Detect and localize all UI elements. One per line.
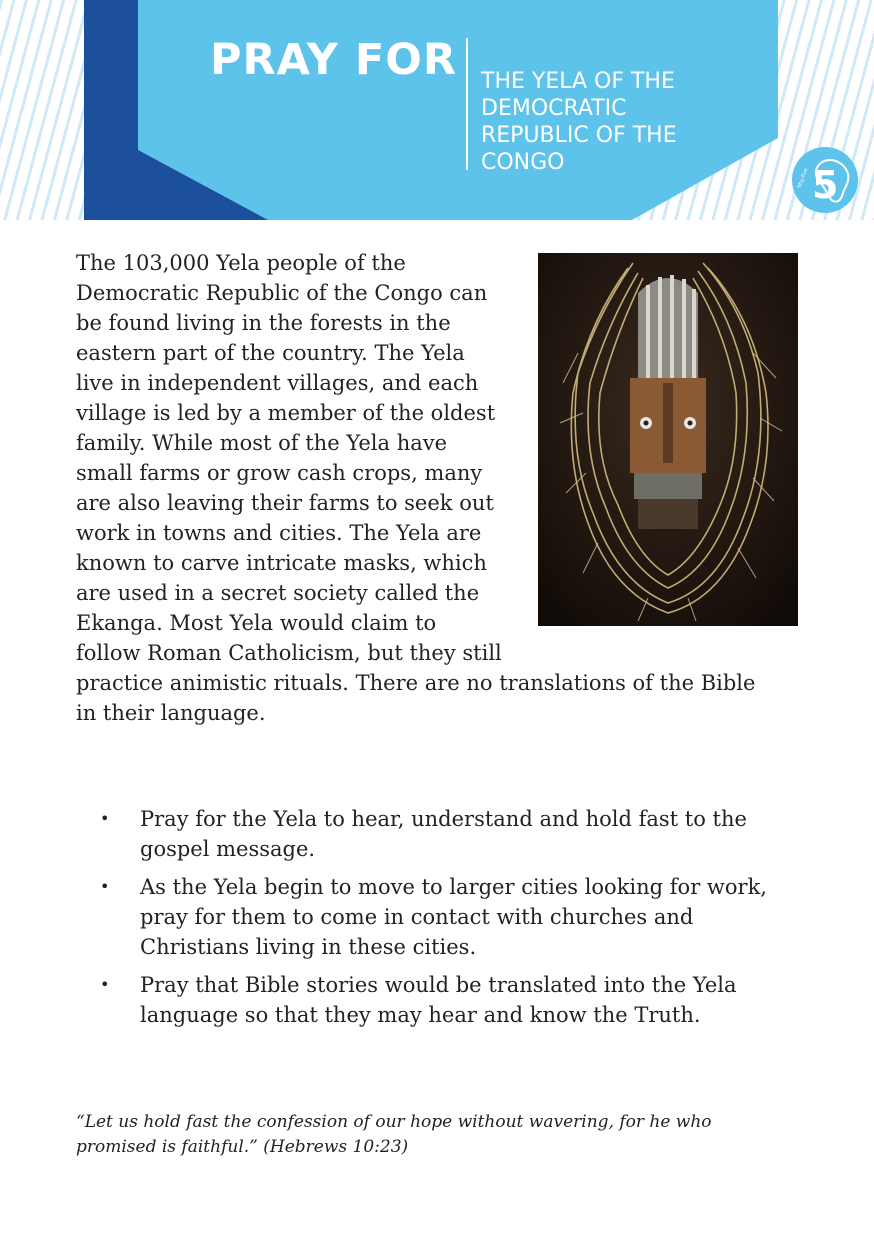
prayer-point-text: Pray for the Yela to hear, understand and hold fast to the gospel message.: [140, 807, 747, 861]
scripture-verse: “Let us hold fast the confession of our hope without wavering, for he who promised is faithful.” (Hebrews 10:23): [76, 1112, 712, 1157]
fifty-five-logo-icon: [790, 146, 860, 214]
page-title: PRAY FOR: [210, 35, 457, 85]
intro-text: The 103,000 Yela people of the Democratic Republic of the Congo can be found living in the forests in the eastern part of the country. The Yela live in independent villages, and each village is led by a member of the oldest family. While most of the Yela have small farms or grow cash crops, many are also leaving their farms to seek out work in towns and cities. The Yela are known to carve intricate masks, which are used in a secret society called the Ekanga. Most Yela would claim to follow Roman Catholicism, but they still practice animistic rituals. There are no translations of the Bible in their language.: [76, 251, 756, 725]
bullet: •: [100, 975, 110, 994]
logo-small-text: fifty-five: [796, 167, 810, 190]
intro-paragraph: [76, 248, 776, 728]
header-divider: [466, 38, 468, 170]
photo-spacer: [504, 248, 776, 648]
people-group-subtitle: THE YELA OF THE DEMOCRATIC REPUBLIC OF THE CONGO: [481, 69, 677, 175]
prayer-point-text: As the Yela begin to move to larger cities looking for work, pray for them to come in contact with churches and Christians living in these cities.: [140, 875, 767, 959]
prayer-point-text: Pray that Bible stories would be translated into the Yela language so that they may hear and know the Truth.: [140, 973, 737, 1027]
header-banner: [0, 0, 874, 220]
bullet: •: [100, 809, 110, 828]
logo-numeral: 5: [812, 163, 839, 207]
prayer-point: [100, 872, 800, 962]
prayer-points-list: [100, 804, 800, 1038]
prayer-point: [100, 970, 800, 1030]
prayer-point: [100, 804, 800, 864]
bullet: •: [100, 877, 110, 896]
